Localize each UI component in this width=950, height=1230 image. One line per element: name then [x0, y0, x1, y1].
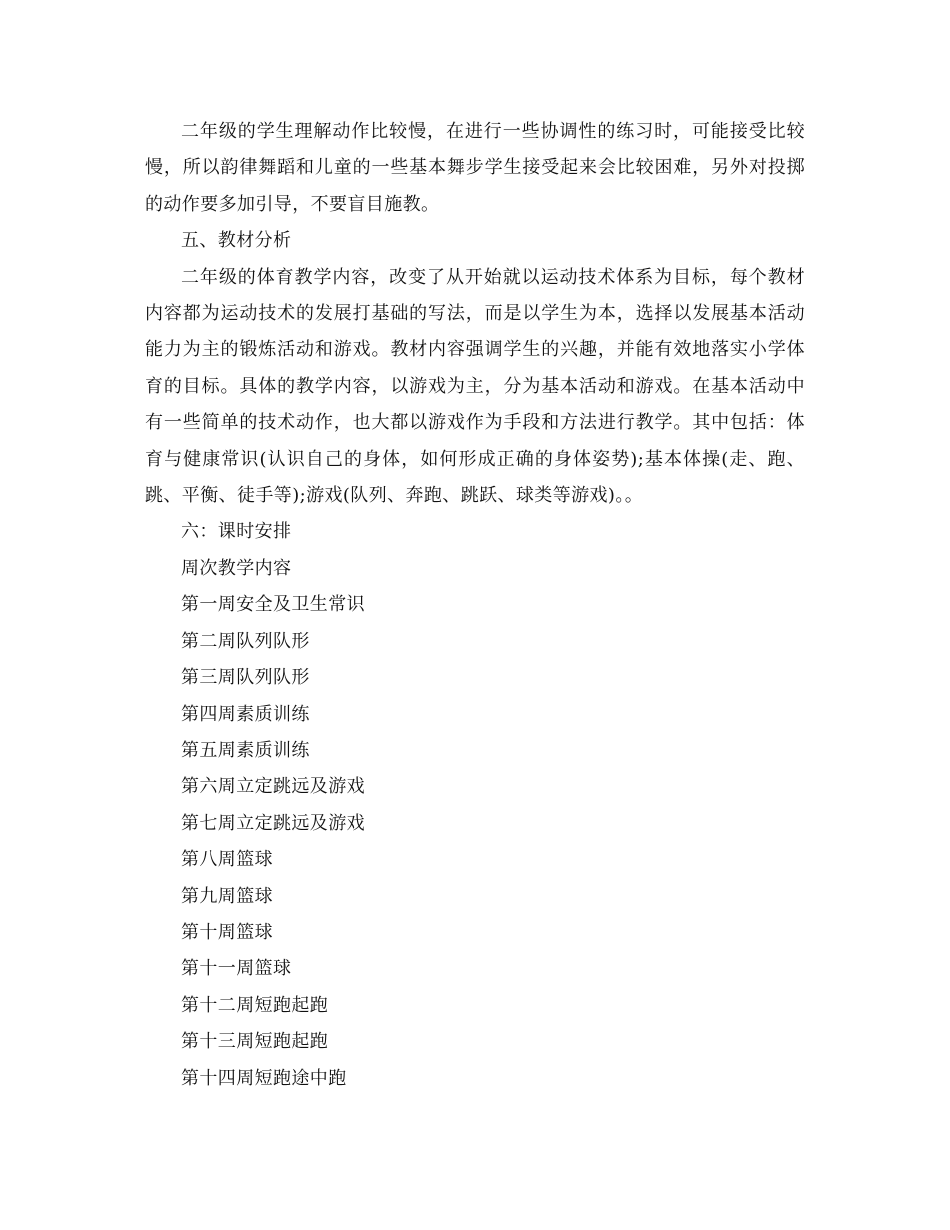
section-heading-lesson-schedule: 六：课时安排 [181, 521, 292, 543]
schedule-item: 第十三周短跑起跑 [181, 1031, 329, 1053]
section-heading-material-analysis: 五、教材分析 [181, 230, 292, 252]
schedule-header: 周次教学内容 [181, 557, 292, 579]
schedule-item: 第五周素质训练 [181, 739, 310, 761]
schedule-item: 第九周篮球 [181, 885, 273, 907]
schedule-item: 第十周篮球 [181, 921, 273, 943]
schedule-item: 第三周队列队形 [181, 667, 310, 689]
schedule-list [145, 587, 805, 1097]
schedule-item: 第四周素质训练 [181, 703, 310, 725]
paragraph-material-analysis: 二年级的体育教学内容，改变了从开始就以运动技术体系为目标，每个教材内容都为运动技术的发展打基础的写法，而是以学生为本，选择以发展基本活动能力为主的锻炼活动和游戏。教材内容强调学生的兴趣，并能有效地落实小学体育的目标。具体的教学内容，以游戏为主，分为基本活动和游戏。在基本活动中有一些简单的技术动作，也大都以游戏作为手段和方法进行教学。其中包括：体育与健康常识(认识自己的身体，如何形成正确的身体姿势);基本体操(走、跑、跳、平衡、徒手等);游戏(队列、奔跑、跳跃、球类等游戏)。。 [145, 266, 805, 507]
document-body [145, 114, 805, 1097]
schedule-item: 第十一周篮球 [181, 958, 292, 980]
schedule-item: 第一周安全及卫生常识 [181, 594, 365, 616]
schedule-item: 第十四周短跑途中跑 [181, 1067, 347, 1089]
schedule-item: 第六周立定跳远及游戏 [181, 776, 365, 798]
schedule-item: 第八周篮球 [181, 849, 273, 871]
schedule-item: 第七周立定跳远及游戏 [181, 812, 365, 834]
schedule-item: 第十二周短跑起跑 [181, 994, 329, 1016]
paragraph-student-ability: 二年级的学生理解动作比较慢，在进行一些协调性的练习时，可能接受比较慢，所以韵律舞蹈和儿童的一些基本舞步学生接受起来会比较困难，另外对投掷的动作要多加引导，不要盲目施教。 [145, 121, 805, 215]
schedule-item: 第二周队列队形 [181, 630, 310, 652]
